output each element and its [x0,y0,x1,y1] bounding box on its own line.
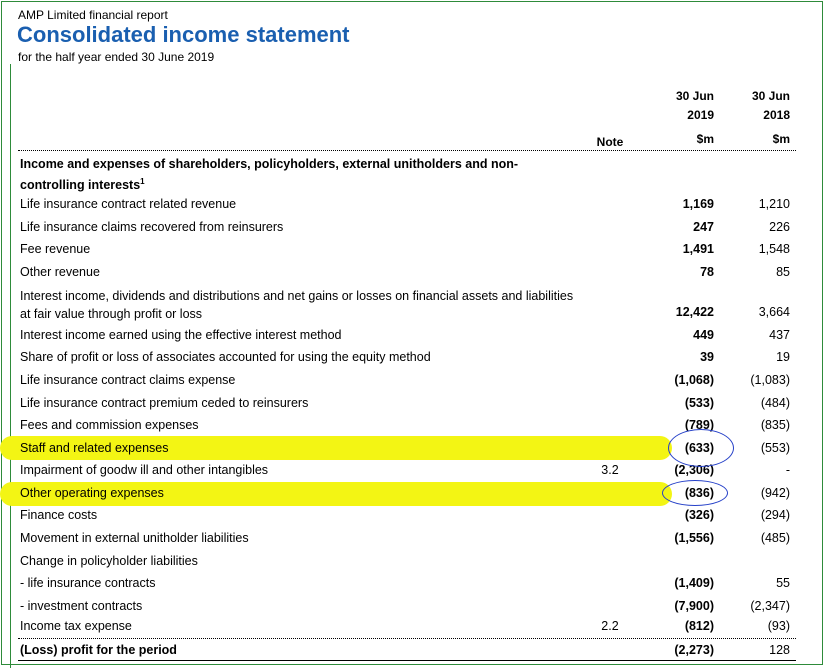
row-value-2018: (484) [760,396,790,410]
section-footnote: 1 [140,177,145,186]
row-note: 3.2 [601,463,619,477]
total-2018: 128 [769,643,790,657]
row-value-2019: (1,068) [674,373,714,387]
section-heading-text: Income and expenses of shareholders, policyholders, external unitholders and non-controlling interests [20,157,519,193]
table-row [0,289,826,325]
row-value-2019: (533) [684,396,714,410]
row-value-2018: (553) [760,441,790,455]
row-value-2018: (485) [760,531,790,545]
total-2019: (2,273) [674,643,714,657]
col-2018-date: 30 Jun [751,89,790,103]
table-row [0,220,826,240]
row-value-2019: (836) [684,486,714,500]
page-title: Consolidated income statement [17,22,350,47]
row-value-2019: 1,491 [682,242,714,256]
total-label: (Loss) profit for the period [20,643,177,657]
row-value-2018: 85 [776,265,790,279]
row-label: Finance costs [20,508,98,522]
row-value-2019: 39 [700,350,714,364]
row-value-2018: (2,347) [750,599,790,613]
table-row [0,373,826,393]
row-value-2018: 3,664 [758,305,790,319]
section-heading [20,155,580,194]
row-value-2019: (7,900) [674,599,714,613]
row-value-2019: (2,306) [674,463,714,477]
col-2018-year: 2018 [763,108,790,122]
row-label: Interest income earned using the effective interest method [20,328,342,342]
table-row [0,350,826,370]
row-value-2018: 1,210 [758,197,790,211]
row-value-2018: 226 [769,220,790,234]
row-value-2019: 247 [693,220,714,234]
row-label: Impairment of goodw ill and other intangibles [20,463,269,477]
row-label: Life insurance claims recovered from reinsurers [20,220,284,234]
row-label: Share of profit or loss of associates accounted for using the equity method [20,350,431,364]
col-note-header: Note [596,135,624,149]
row-value-2019: (789) [684,418,714,432]
row-label: Change in policyholder liabilities [20,554,198,568]
row-value-2018: (835) [760,418,790,432]
row-label: - life insurance contracts [20,576,156,590]
row-label: Life insurance contract related revenue [20,197,237,211]
row-value-2019: 78 [700,265,714,279]
table-row [0,599,826,619]
row-label: Fees and commission expenses [20,418,199,432]
row-value-2019: (1,556) [674,531,714,545]
table-row [0,619,826,639]
row-value-2019: 449 [693,328,714,342]
row-label: Life insurance contract premium ceded to reinsurers [20,396,309,410]
page-subtitle: for the half year ended 30 June 2019 [18,50,215,64]
col-2019-date: 30 Jun [675,89,714,103]
row-value-2018: 55 [776,576,790,590]
col-2018-unit: $m [772,132,790,146]
row-value-2019: (633) [684,441,714,455]
row-value-2019: 1,169 [682,197,714,211]
total-rule-bottom [18,660,796,661]
company-name: AMP Limited financial report [18,8,168,22]
row-note: 2.2 [601,619,619,633]
table-row [0,265,826,285]
row-value-2019: 12,422 [675,305,714,319]
row-value-2018: (1,083) [750,373,790,387]
row-value-2018: (942) [760,486,790,500]
table-row [0,396,826,416]
row-label: Income tax expense [20,619,132,633]
table-row [0,554,826,574]
row-value-2019: (326) [684,508,714,522]
circle-other-operating-2019 [662,480,728,506]
table-row [0,328,826,348]
row-value-2018: (93) [767,619,790,633]
table-row [0,508,826,528]
circle-staff-2019 [668,429,734,467]
row-value-2018: 1,548 [758,242,790,256]
row-value-2019: (1,409) [674,576,714,590]
row-label: Staff and related expenses [20,441,169,455]
row-label: Interest income, dividends and distributions and net gains or losses on financial assets and liabilities at fair value through profit or loss [20,289,574,321]
row-value-2018: (294) [760,508,790,522]
row-label: - investment contracts [20,599,143,613]
header-rule [18,150,796,151]
row-value-2019: (812) [684,619,714,633]
row-value-2018: 437 [769,328,790,342]
row-label: Life insurance contract claims expense [20,373,236,387]
col-2019-unit: $m [696,132,714,146]
row-value-2018: - [785,463,790,477]
row-value-2018: 19 [776,350,790,364]
table-row [0,531,826,551]
row-label: Other operating expenses [20,486,164,500]
row-label: Other revenue [20,265,100,279]
table-row [0,197,826,217]
row-label: Movement in external unitholder liabilities [20,531,249,545]
table-row [0,242,826,262]
col-2019-year: 2019 [687,108,714,122]
table-row [0,576,826,596]
total-rule-top [18,638,796,639]
row-label: Fee revenue [20,242,91,256]
